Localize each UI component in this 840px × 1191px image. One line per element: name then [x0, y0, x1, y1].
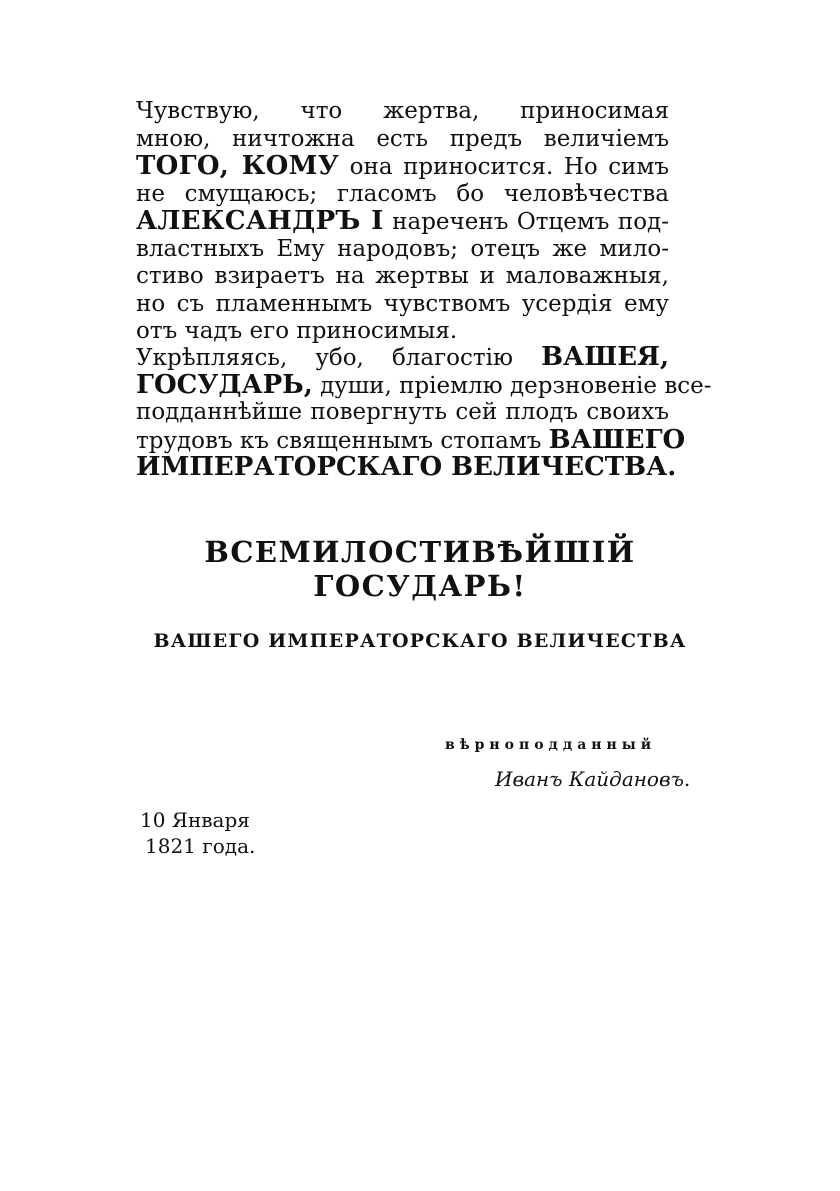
emphasized-name: АЛЕКСАНДРЪ I: [136, 206, 384, 236]
salutation-heading: ВСЕМИЛОСТИВѢЙШІЙ ГОСУДАРЬ!: [204, 535, 636, 603]
subject-label: вѣрноподданный: [445, 737, 657, 753]
text-run: отъ чадъ его приносимыя.: [136, 318, 458, 344]
text-line: [136, 207, 669, 236]
text-run: трудовъ къ священнымъ стопамъ: [136, 428, 542, 454]
text-line: [136, 262, 669, 290]
text-line: [136, 152, 669, 181]
text-run: души, пріемлю дерзновеніе все-: [320, 373, 712, 399]
emphasized-name: ВАШЕЯ,: [541, 342, 669, 372]
text-run: Укрѣпляясь, убо, благостію: [136, 345, 513, 371]
text-line: [136, 235, 669, 263]
date-year: 1821 года.: [145, 834, 256, 858]
text-line: [136, 97, 669, 125]
text-run: Чувствую, что жертва, приносимая: [136, 98, 669, 124]
text-line: [136, 290, 669, 318]
text-run: она приносится. Но симъ: [349, 154, 669, 180]
text-line: [136, 180, 669, 208]
date-day-month: 10 Января: [140, 808, 250, 832]
majesty-heading: ВАШЕГО ИМПЕРАТОРСКАГО ВЕЛИЧЕСТВА: [153, 630, 687, 652]
text-run: но съ пламеннымъ чувствомъ усердія ему: [136, 291, 669, 317]
text-line: [136, 343, 669, 372]
emphasized-name: ВАШЕГО: [548, 425, 686, 455]
text-line: [136, 125, 669, 153]
text-line: [136, 398, 669, 426]
text-run: мною, ничтожна есть предъ величіемъ: [136, 126, 669, 152]
text-line: [136, 317, 669, 345]
text-run: властныхъ Ему народовъ; отецъ же мило-: [136, 236, 669, 262]
text-line: [136, 452, 677, 482]
emphasized-name: ГОСУДАРЬ,: [136, 370, 313, 400]
emphasized-name: ТОГО, КОМУ: [136, 151, 340, 181]
text-run: нареченъ Отцемъ под-: [392, 209, 669, 235]
emphasized-name: ИМПЕРАТОРСКАГО ВЕЛИЧЕСТВА.: [136, 452, 677, 482]
text-line: [136, 370, 712, 400]
text-run: подданнѣйше повергнуть сей плодъ своихъ: [136, 399, 669, 425]
text-run: не смущаюсь; гласомъ бо человѣчества: [136, 181, 669, 207]
author-signature: Иванъ Кайдановъ.: [495, 767, 691, 791]
text-run: стиво взираетъ на жертвы и маловажныя,: [136, 263, 669, 289]
text-line: [136, 425, 686, 455]
